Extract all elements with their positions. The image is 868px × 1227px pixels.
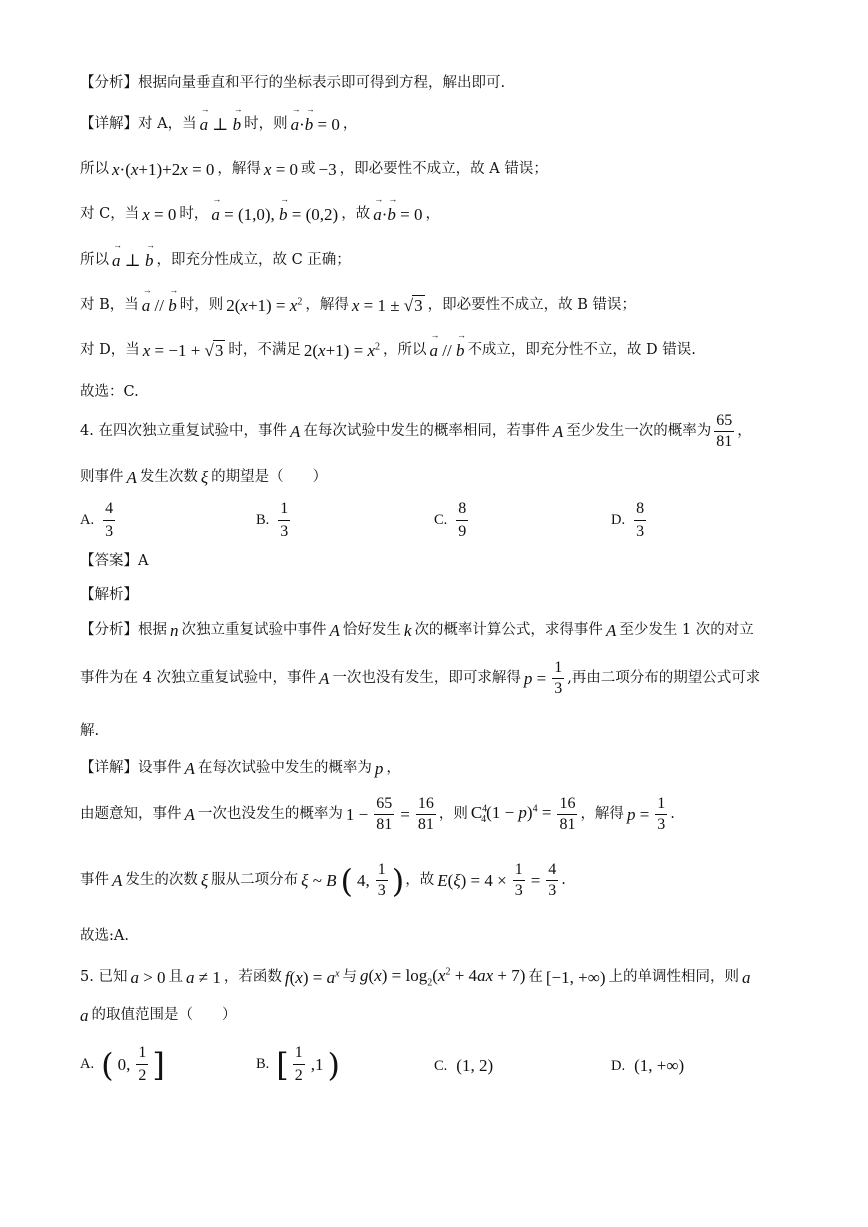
question-4-line-1: 4. 在四次独立重复试验中，事件 A 在每次试验中发生的概率相同，若事件 A 至少发生一次的概率为 $\frac{65}{81}$ ， (80, 412, 752, 450)
detail-line-d: 对 D，当 x = −1 + √3 时，不满足 $2(x+1) = x^2$ ，所以 → a // → b 不成立，即充分性不立，故 D 错误. (80, 342, 696, 359)
q4-detail-line-4: 故选:A. (80, 928, 129, 944)
q5-option-d[interactable]: D. (1, +∞) (611, 1056, 685, 1075)
q4-detail-line-2: 由题意知，事件 A 一次也没发生的概率为 1 − $\frac{65}{81}$ = $\frac{16}{81}$ ，则 $C^4_4(1 - p)^4$ = $\frac{16}{81}$ ，解得 p = $\frac{1}{3}$ . (80, 795, 675, 833)
detail-line-a: 【详解】对 A，当 → a ⊥ → b 时，则 → a·→ b = 0 ， (80, 116, 357, 133)
q4-analysis-line-3: 解. (80, 723, 100, 739)
detail-line-c-result: 所以 → a ⊥ → b ，即充分性成立，故 C 正确； (80, 252, 351, 269)
question-5-line-1: 5. 已知 a > 0 且 a ≠ 1 ，若函数 $f(x) = a^x$ 与 $g(x) = \log_2(x^2 + 4ax + 7)$ 在 [−1, +∞) 上的单调性相同，则 a (80, 966, 751, 989)
detail-line-c: 对 C，当 x = 0 时， → a = (1,0), → b = (0,2) ，故 → a·→ b = 0 ， (80, 206, 440, 223)
q4-option-d[interactable]: D. $\frac{8}{3}$ (611, 500, 645, 540)
q4-analysis-line-1: 【分析】根据 n 次独立重复试验中事件 A 恰好发生 k 次的概率计算公式，求得事件 A 至少发生 1 次的对立 (80, 621, 754, 640)
choice-line: 故选：C. (80, 384, 139, 400)
q4-option-a[interactable]: A. $\frac{4}{3}$ (80, 500, 114, 540)
question-5-line-2: a 的取值范围是（ ） (80, 1006, 237, 1025)
q5-option-c[interactable]: C. (1, 2) (434, 1056, 494, 1075)
detail-line-b: 对 B，当 → a // → b 时，则 $2(x+1) = x^2$ ，解得 x = 1 ± √3 ，即必要性不成立，故 B 错误； (80, 297, 636, 314)
q5-option-b[interactable]: B. [ $\frac{1}{2}$ ,1 ) (256, 1044, 341, 1084)
q4-option-b[interactable]: B. $\frac{1}{3}$ (256, 500, 289, 540)
question-4-line-2: 则事件 A 发生次数 ξ 的期望是（ ） (80, 468, 328, 487)
q4-option-c[interactable]: C. $\frac{8}{9}$ (434, 500, 467, 540)
answer-line: 【答案】A (80, 553, 149, 569)
detail-line-a-result: 所以 x·(x+1)+2x = 0 ，解得 x = 0 或 −3 ，即必要性不成立，故 A 错误； (80, 160, 548, 179)
q5-option-a[interactable]: A. ( 0, $\frac{1}{2}$ ] (80, 1044, 165, 1084)
analysis-line: 【分析】根据向量垂直和平行的坐标表示即可得到方程，解出即可. (80, 75, 506, 91)
solution-heading: 【解析】 (80, 587, 138, 603)
q4-detail-line-3: 事件 A 发生的次数 ξ 服从二项分布 ξ ~ B ( 4, $\frac{1}{3}$ ) ，故 E(ξ) = 4 × $\frac{1}{3}$ = $\frac{4}{3}$ . (80, 861, 566, 900)
q4-detail-line-1: 【详解】设事件 A 在每次试验中发生的概率为 p ， (80, 759, 401, 778)
q4-analysis-line-2: 事件为在 4 次独立重复试验中，事件 A 一次也没有发生，即可求解得 p = $\frac{1}{3}$ ,再由二项分布的期望公式可求 (80, 659, 761, 697)
